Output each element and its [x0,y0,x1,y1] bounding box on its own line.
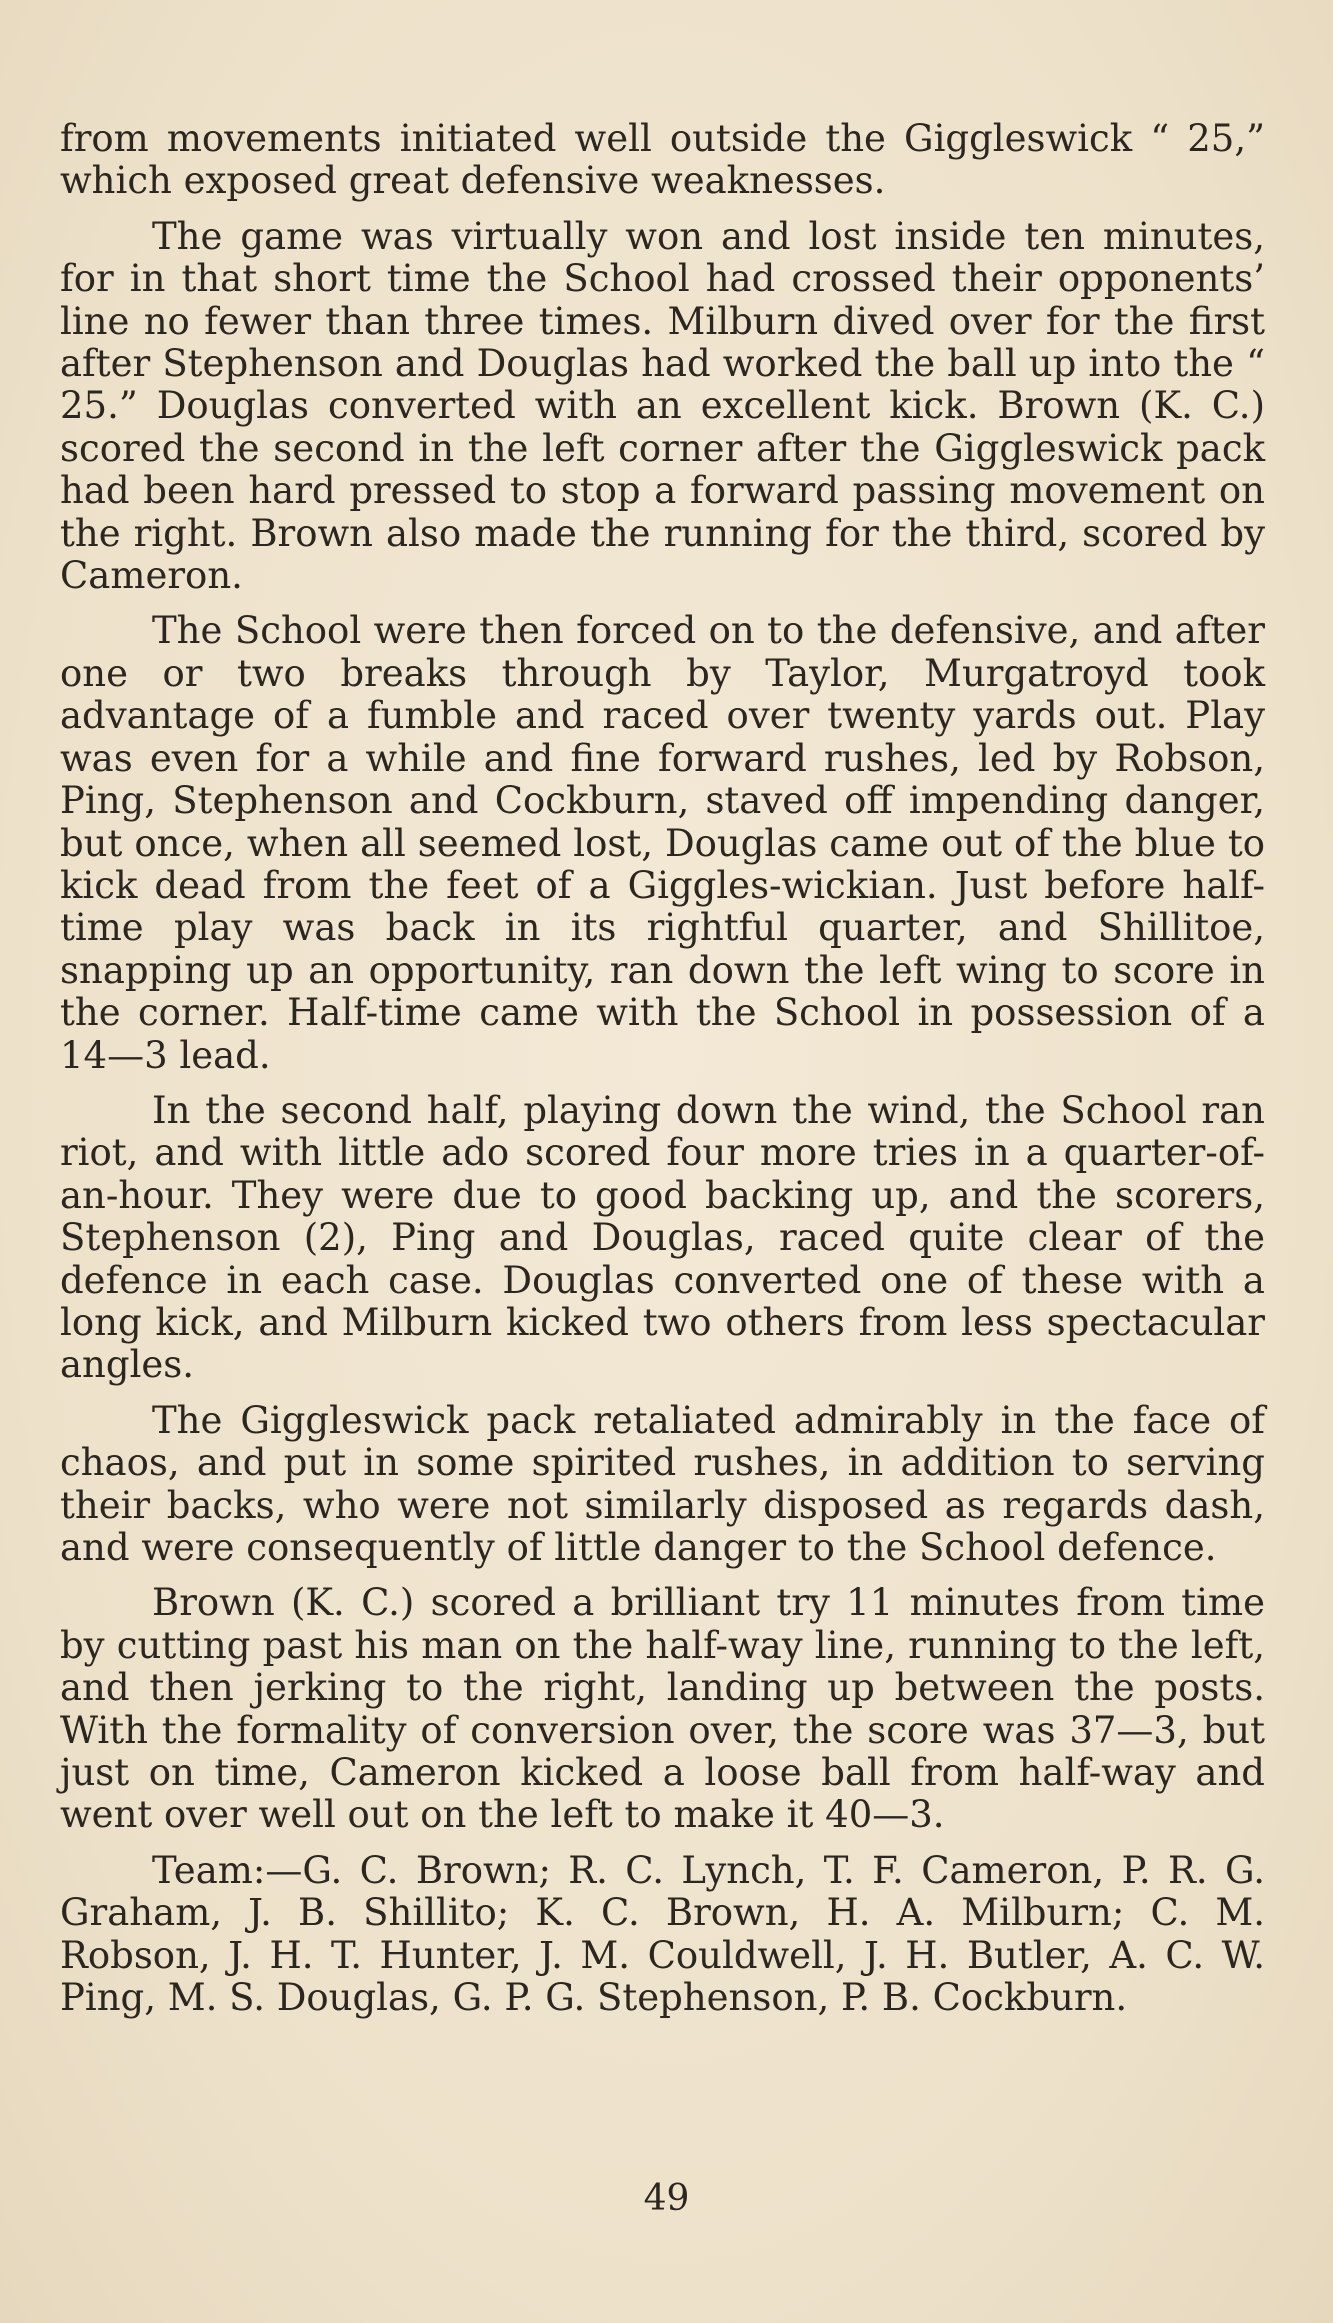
paragraph-final-tries: Brown (K. C.) scored a brilliant try 11 minutes from time by cutting past his man on the half-way line, running to the left, and then jerking to the right, landing up between the posts. With the formality of conversion over, the score was 37—3, but just on time, Cameron kicked a loose ball from half-way and went over well out on the left to make it 40—3. [60,1581,1265,1837]
paragraph-defensive-phase: The School were then forced on to the defensive, and after one or two breaks through by Taylor, Murgatroyd took advantage of a fumble and raced over twenty yards out. Play was even for a while and fine forward rushes, led by Robson, Ping, Stephenson and Cockburn, staved off impending danger, but once, when all seemed lost, Douglas came out of the blue to kick dead from the feet of a Giggles-wickian. Just before half-time play was back in its rightful quarter, and Shillitoe, snapping up an opportunity, ran down the left wing to score in the corner. Half-time came with the School in possession of a 14—3 lead. [60,609,1265,1077]
page-number: 49 [643,2178,690,2219]
paragraph-giggleswick-pack: The Giggleswick pack retaliated admirably in the face of chaos, and put in some spirited rushes, in addition to serving their backs, who were not similarly disposed as regards dash, and were consequently of little danger to the School defence. [60,1398,1265,1569]
paragraph-second-half: In the second half, playing down the wind, the School ran riot, and with little ado scored four more tries in a quarter-of-an-hour. They were due to good backing up, and the scorers, Stephenson (2), Ping and Douglas, raced quite clear of the defence in each case. Douglas converted one of these with a long kick, and Milburn kicked two others from less spectacular angles. [60,1088,1265,1387]
paragraph-team-list: Team:—G. C. Brown; R. C. Lynch, T. F. Cameron, P. R. G. Graham, J. B. Shillito; K. C. Brown, H. A. Milburn; C. M. Robson, J. H. T. Hunter, J. M. Couldwell, J. H. Butler, A. C. W. Ping, M. S. Douglas, G. P. G. Stephenson, P. B. Cockburn. [60,1848,1265,2020]
page-body [60,118,1265,2032]
paragraph-continuation: from movements initiated well outside the Giggleswick “ 25,” which exposed great defensive weaknesses. [60,117,1265,203]
paragraph-early-tries: The game was virtually won and lost inside ten minutes, for in that short time the School had crossed their opponents’ line no fewer than three times. Milburn dived over for the first after Stephenson and Douglas had worked the ball up into the “ 25.” Douglas converted with an excellent kick. Brown (K. C.) scored the second in the left corner after the Giggleswick pack had been hard pressed to stop a forward passing movement on the right. Brown also made the running for the third, scored by Cameron. [60,214,1265,598]
